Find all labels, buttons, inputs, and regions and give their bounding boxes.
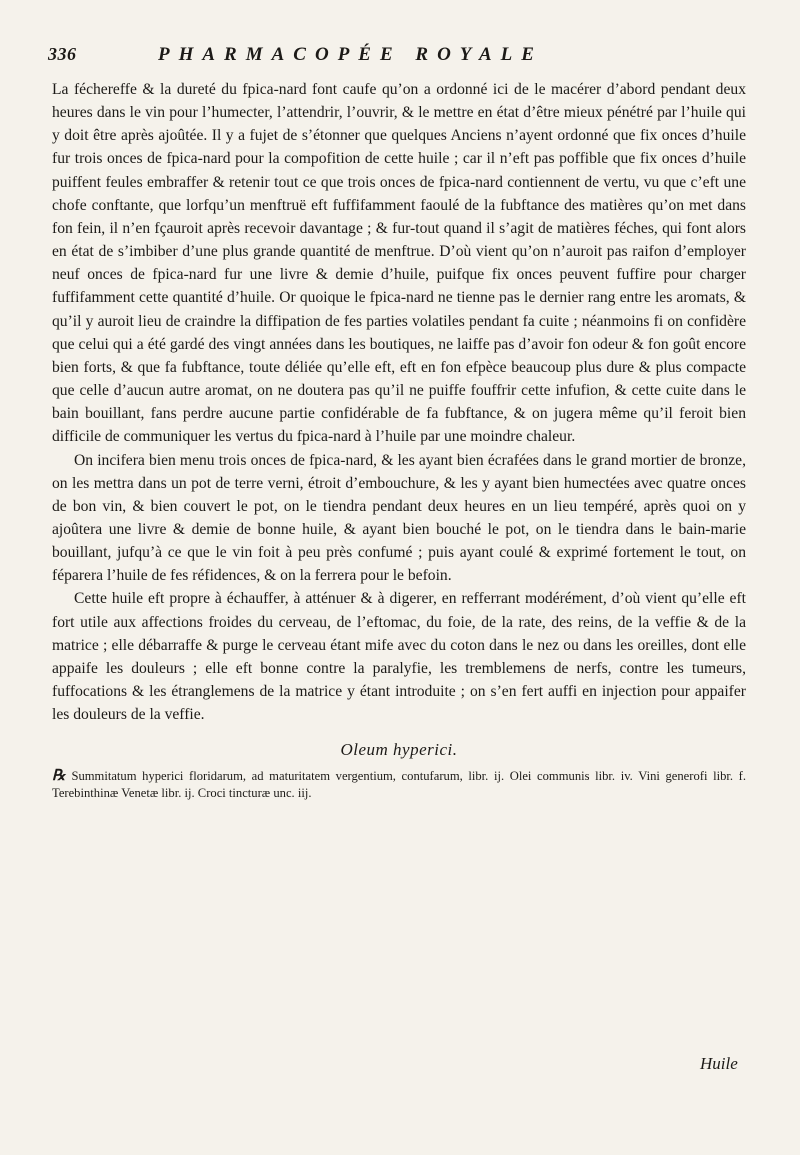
page-header bbox=[48, 44, 748, 70]
page-number: 336 bbox=[48, 44, 77, 64]
paragraph-spica-nard-commentary: La féchereffe & la dureté du fpica-nard font caufe qu’on a ordonné ici de le macérer d’abord pendant deux heures dans le vin pour l’humecter, l’attendrir, l’ouvrir, & le mettre en état d’être mieux pénétré par l’huile qui y doit être après ajoûtée. Il y a fujet de s’étonner que quelques Anciens n’ayent ordonné que fix onces d’huile fur trois onces de fpica-nard pour la compofition de cette huile ; car il n’eft pas poffible que fix onces d’huile puiffent feules embraffer & retenir tout ce que trois onces de fpica-nard contiennent de vertu, vu que c’eft une chofe conftante, que lorfqu’un menftruë eft fuffifamment faoulé de la fubftance des matières qu’on met dans fon fein, il n’en fçauroit après recevoir davantage ; & fur-tout quand il s’agit de matières féches, qui font alors en état de s’imbiber d’une plus grande quantité de menftrue. D’où vient qu’on n’auroit pas raifon d’employer neuf onces de fpica-nard fur une livre & demie d’huile, puifque fix onces peuvent fuffire pour charger fuffifamment cette quantité d’huile. Or quoique le fpica-nard ne tienne pas le dernier rang entre les aromats, & qu’il y auroit lieu de craindre la diffipation de fes parties volatiles pendant fa cuite ; néanmoins fi on confidère que celui qui a été gardé des vingt années dans les boutiques, ne laiffe pas d’avoir fon odeur & fon goût encore bien forts, & que fa fubftance, toute déliée qu’elle eft, eft en fon efpèce beaucoup plus dure & plus compacte que celle d’aucun autre aromat, on ne doutera pas qu’il ne puiffe fouffrir cette infufion, & cette cuite dans le bain bouillant, fans perdre aucune partie confidérable de fa fubftance, & on jugera même qu’il feroit bien difficile de communiquer les vertus du fpica-nard à l’huile par une moindre chaleur. bbox=[52, 81, 746, 446]
recipe-text: Summitatum hyperici floridarum, ad maturitatem vergentium, contufarum, libr. ij. Olei communis libr. iv. Vini generofi libr. f. Terebinthinæ Venetæ libr. ij. Croci tincturæ unc. iij. bbox=[52, 769, 746, 801]
paragraph-preparation: On incifera bien menu trois onces de fpica-nard, & les ayant bien écrafées dans le grand mortier de bronze, on les mettra dans un pot de terre verni, étroit d’embouchure, & les y ayant bien humectées avec quatre onces de bon vin, & bien couvert le pot, on le tiendra pendant deux heures en un lieu tempéré, après quoi on y ajoûtera une livre & demie de bonne huile, & ayant bien bouché le pot, on le tiendra dans le bain-marie bouillant, jufqu’à ce que le vin foit à peu près confumé ; puis ayant coulé & exprimé fortement le tout, on féparera l’huile de fes réfidences, & on la ferrera pour le befoin. bbox=[52, 451, 746, 585]
section-title: Oleum hyperici. bbox=[340, 740, 458, 760]
body-text bbox=[52, 78, 746, 802]
paragraph-virtues: Cette huile eft propre à échauffer, à atténuer & à digerer, en refferrant modérément, d’où vient qu’elle eft fort utile aux affections froides du cerveau, de l’eftomac, du foie, de la rate, des reins, de la veffie & de la matrice ; elle débarraffe & purge le cerveau étant mife avec du coton dans le nez ou dans les oreilles, dont elle appaife les douleurs ; elle eft bonne contre la paralyfie, les tremblemens de nerfs, contre les tumeurs, fuffocations & les étranglemens de la matrice y étant introduite ; on s’en fert auffi en injection pour appaifer les douleurs de la veffie. bbox=[52, 590, 746, 724]
recipe-symbol: ℞ bbox=[52, 768, 66, 785]
running-title: PHARMACOPÉE ROYALE bbox=[158, 44, 543, 65]
recipe-formula bbox=[52, 768, 746, 802]
catchword: Huile bbox=[700, 1054, 738, 1073]
